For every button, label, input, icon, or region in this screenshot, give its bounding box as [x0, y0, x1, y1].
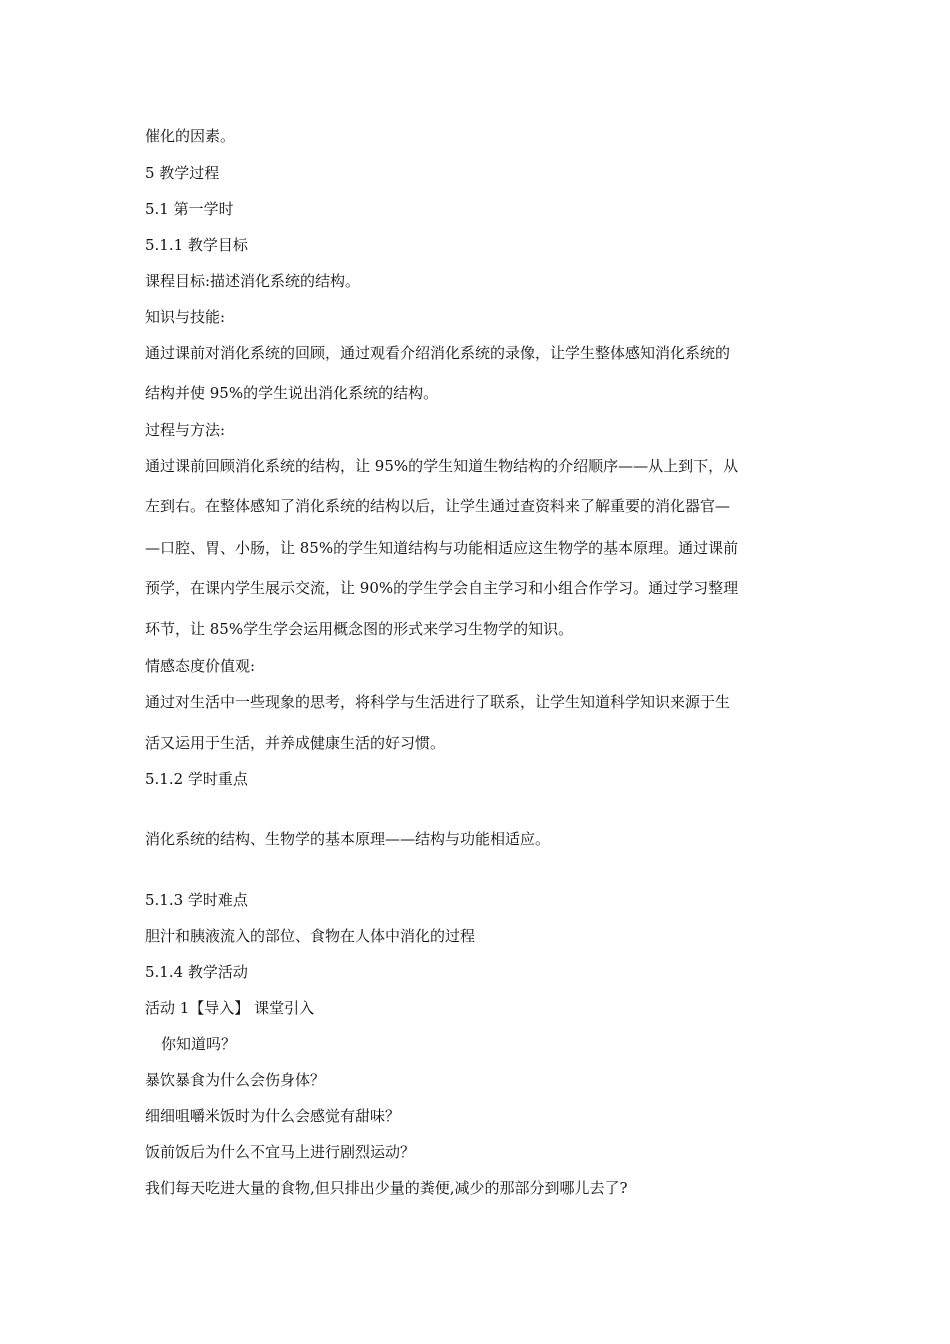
text-line: 催化的因素。	[145, 127, 236, 145]
text-line: 课程目标:描述消化系统的结构。	[145, 272, 361, 290]
question-line: 细细咀嚼米饭时为什么会感觉有甜味？	[145, 1107, 401, 1125]
paragraph-line: 结构并使 95%的学生说出消化系统的结构。	[145, 384, 439, 402]
paragraph-line: 活又运用于生活，并养成健康生活的好习惯。	[145, 734, 446, 752]
paragraph-line: 通过对生活中一些现象的思考，将科学与生活进行了联系，让学生知道科学知识来源于生	[145, 693, 731, 711]
section-heading: 5.1 第一学时	[145, 200, 234, 218]
text-line: 你知道吗？	[161, 1035, 237, 1053]
question-line: 我们每天吃进大量的食物,但只排出少量的粪便,减少的那部分到哪儿去了?	[145, 1179, 628, 1197]
paragraph-line: 环节，让 85%学生学会运用概念图的形式来学习生物学的知识。	[145, 620, 574, 638]
section-heading: 5.1.1 教学目标	[145, 236, 248, 254]
paragraph-line: 左到右。在整体感知了消化系统的结构以后，让学生通过查资料来了解重要的消化器官—	[145, 497, 731, 515]
activity-heading: 活动 1【导入】 课堂引入	[145, 999, 315, 1017]
section-heading: 5 教学过程	[145, 164, 220, 182]
question-line: 饭前饭后为什么不宜马上进行剧烈运动？	[145, 1143, 416, 1161]
section-heading: 5.1.2 学时重点	[145, 770, 248, 788]
paragraph-line: —口腔、胃、小肠，让 85%的学生知道结构与功能相适应这生物学的基本原理。通过课前	[145, 539, 739, 557]
section-heading: 5.1.4 教学活动	[145, 963, 248, 981]
section-heading: 5.1.3 学时难点	[145, 891, 248, 909]
paragraph-line: 通过课前对消化系统的回顾，通过观看介绍消化系统的录像，让学生整体感知消化系统的	[145, 344, 731, 362]
paragraph-line: 通过课前回顾消化系统的结构，让 95%的学生知道生物结构的介绍顺序——从上到下，从	[145, 457, 739, 475]
paragraph-line: 预学，在课内学生展示交流，让 90%的学生学会自主学习和小组合作学习。通过学习整理	[145, 579, 739, 597]
text-line: 消化系统的结构、生物学的基本原理——结构与功能相适应。	[145, 830, 551, 848]
subheading: 情感态度价值观:	[145, 657, 256, 675]
subheading: 知识与技能:	[145, 308, 226, 326]
text-line: 胆汁和胰液流入的部位、食物在人体中消化的过程	[145, 927, 476, 945]
question-line: 暴饮暴食为什么会伤身体？	[145, 1071, 326, 1089]
subheading: 过程与方法:	[145, 421, 226, 439]
